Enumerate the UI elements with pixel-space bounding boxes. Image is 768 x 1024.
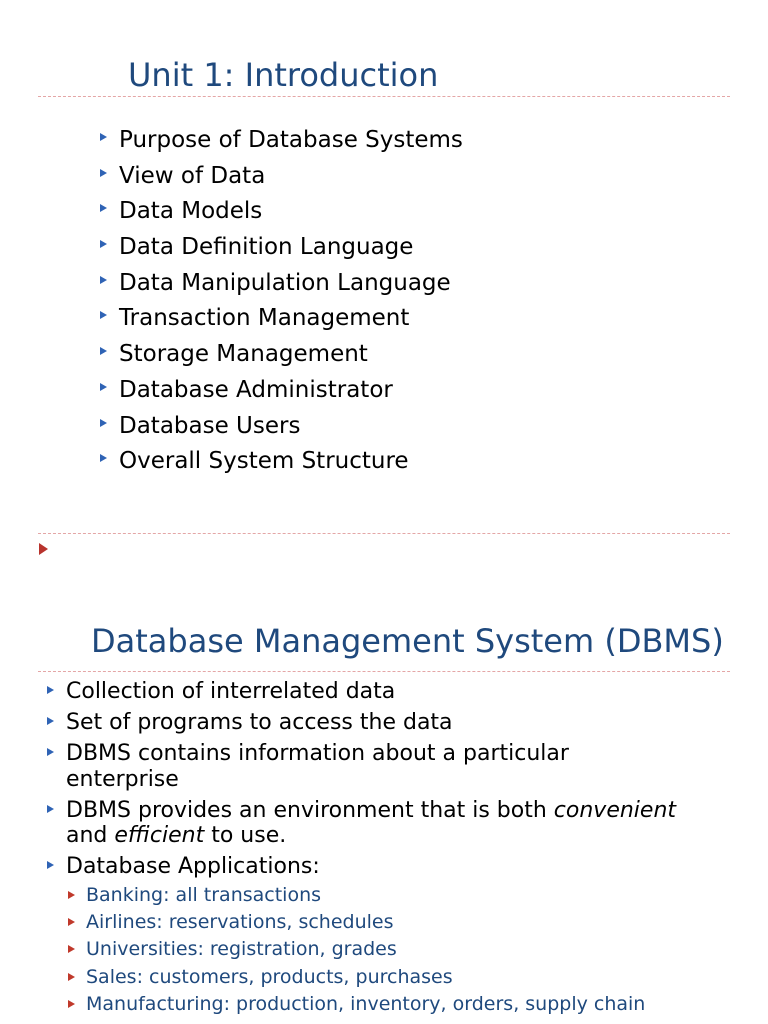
- triangle-bullet-icon: [100, 240, 107, 248]
- list-item: [98, 302, 463, 338]
- slide1-topic-list: [98, 124, 463, 481]
- triangle-bullet-icon: [100, 204, 107, 212]
- slide2-bullet-list: [46, 679, 676, 1024]
- list-item-text: Data Models: [119, 198, 263, 225]
- list-item-text: Transaction Management: [119, 305, 410, 332]
- triangle-bullet-icon: [100, 276, 107, 284]
- triangle-bullet-icon: [100, 383, 107, 391]
- emphasis-convenient: convenient: [553, 797, 677, 823]
- list-item-text: Collection of interrelated data: [66, 679, 396, 704]
- list-item: [46, 679, 676, 705]
- list-item: [46, 798, 676, 849]
- list-item: [98, 445, 463, 481]
- list-item-text: Data Manipulation Language: [119, 269, 451, 296]
- sublist-item: [66, 936, 676, 963]
- sublist-item-text: Manufacturing: production, inventory, orders, supply chain: [86, 993, 646, 1016]
- sublist-item-text: Banking: all transactions: [86, 883, 322, 906]
- text-segment: DBMS provides an environment that is both: [66, 797, 554, 823]
- list-item: [46, 854, 676, 1019]
- slide-divider: [38, 533, 730, 534]
- list-item-text: Data Definition Language: [119, 234, 414, 261]
- sublist-item: [66, 991, 676, 1018]
- list-item-text: View of Data: [119, 162, 266, 189]
- sublist-item: [66, 909, 676, 936]
- list-item-text: Purpose of Database Systems: [119, 127, 463, 153]
- triangle-subbullet-icon: [68, 945, 75, 953]
- text-segment: and: [66, 823, 115, 848]
- sublist-item-text: Universities: registration, grades: [86, 938, 397, 961]
- triangle-bullet-icon: [100, 419, 107, 427]
- slide1-title: Unit 1: Introduction: [128, 56, 439, 94]
- list-item-text: Database Users: [119, 412, 301, 439]
- applications-sublist: [66, 882, 676, 1019]
- title-divider: [38, 96, 730, 97]
- slide-marker-icon: [39, 543, 48, 555]
- triangle-bullet-icon: [47, 717, 54, 725]
- triangle-subbullet-icon: [68, 973, 75, 981]
- list-item-text: DBMS contains information about a particular enterprise: [66, 741, 569, 792]
- list-item-text: Storage Management: [119, 341, 368, 368]
- triangle-bullet-icon: [47, 748, 54, 756]
- triangle-bullet-icon: [47, 686, 54, 694]
- list-item: [98, 267, 463, 303]
- list-item-text: Database Applications:: [66, 854, 320, 879]
- list-item: [98, 374, 463, 410]
- triangle-subbullet-icon: [68, 891, 75, 899]
- list-item-text: Set of programs to access the data: [66, 710, 453, 735]
- triangle-bullet-icon: [100, 169, 107, 177]
- list-item: [98, 124, 463, 160]
- emphasis-efficient: efficient: [114, 823, 205, 848]
- triangle-bullet-icon: [100, 133, 107, 141]
- triangle-subbullet-icon: [68, 1000, 75, 1008]
- sublist-item-text: Airlines: reservations, schedules: [86, 910, 394, 933]
- list-item-text: Overall System Structure: [119, 448, 409, 475]
- list-item: [46, 710, 676, 736]
- triangle-subbullet-icon: [68, 918, 75, 926]
- triangle-bullet-icon: [100, 454, 107, 462]
- sublist-item: [66, 964, 676, 991]
- list-item: [98, 410, 463, 446]
- triangle-bullet-icon: [47, 805, 54, 813]
- list-item: [46, 741, 676, 792]
- list-item: [98, 338, 463, 374]
- title-divider: [38, 671, 730, 672]
- text-segment: to use.: [204, 823, 287, 848]
- list-item: [98, 195, 463, 231]
- triangle-bullet-icon: [47, 861, 54, 869]
- list-item-text: Database Administrator: [119, 376, 393, 403]
- sublist-item: [66, 882, 676, 909]
- triangle-bullet-icon: [100, 311, 107, 319]
- triangle-bullet-icon: [100, 347, 107, 355]
- list-item-text: [66, 798, 676, 849]
- list-item: [98, 160, 463, 196]
- sublist-item-text: Sales: customers, products, purchases: [86, 965, 453, 988]
- slide2-title: Database Management System (DBMS): [91, 622, 724, 660]
- list-item: [98, 231, 463, 267]
